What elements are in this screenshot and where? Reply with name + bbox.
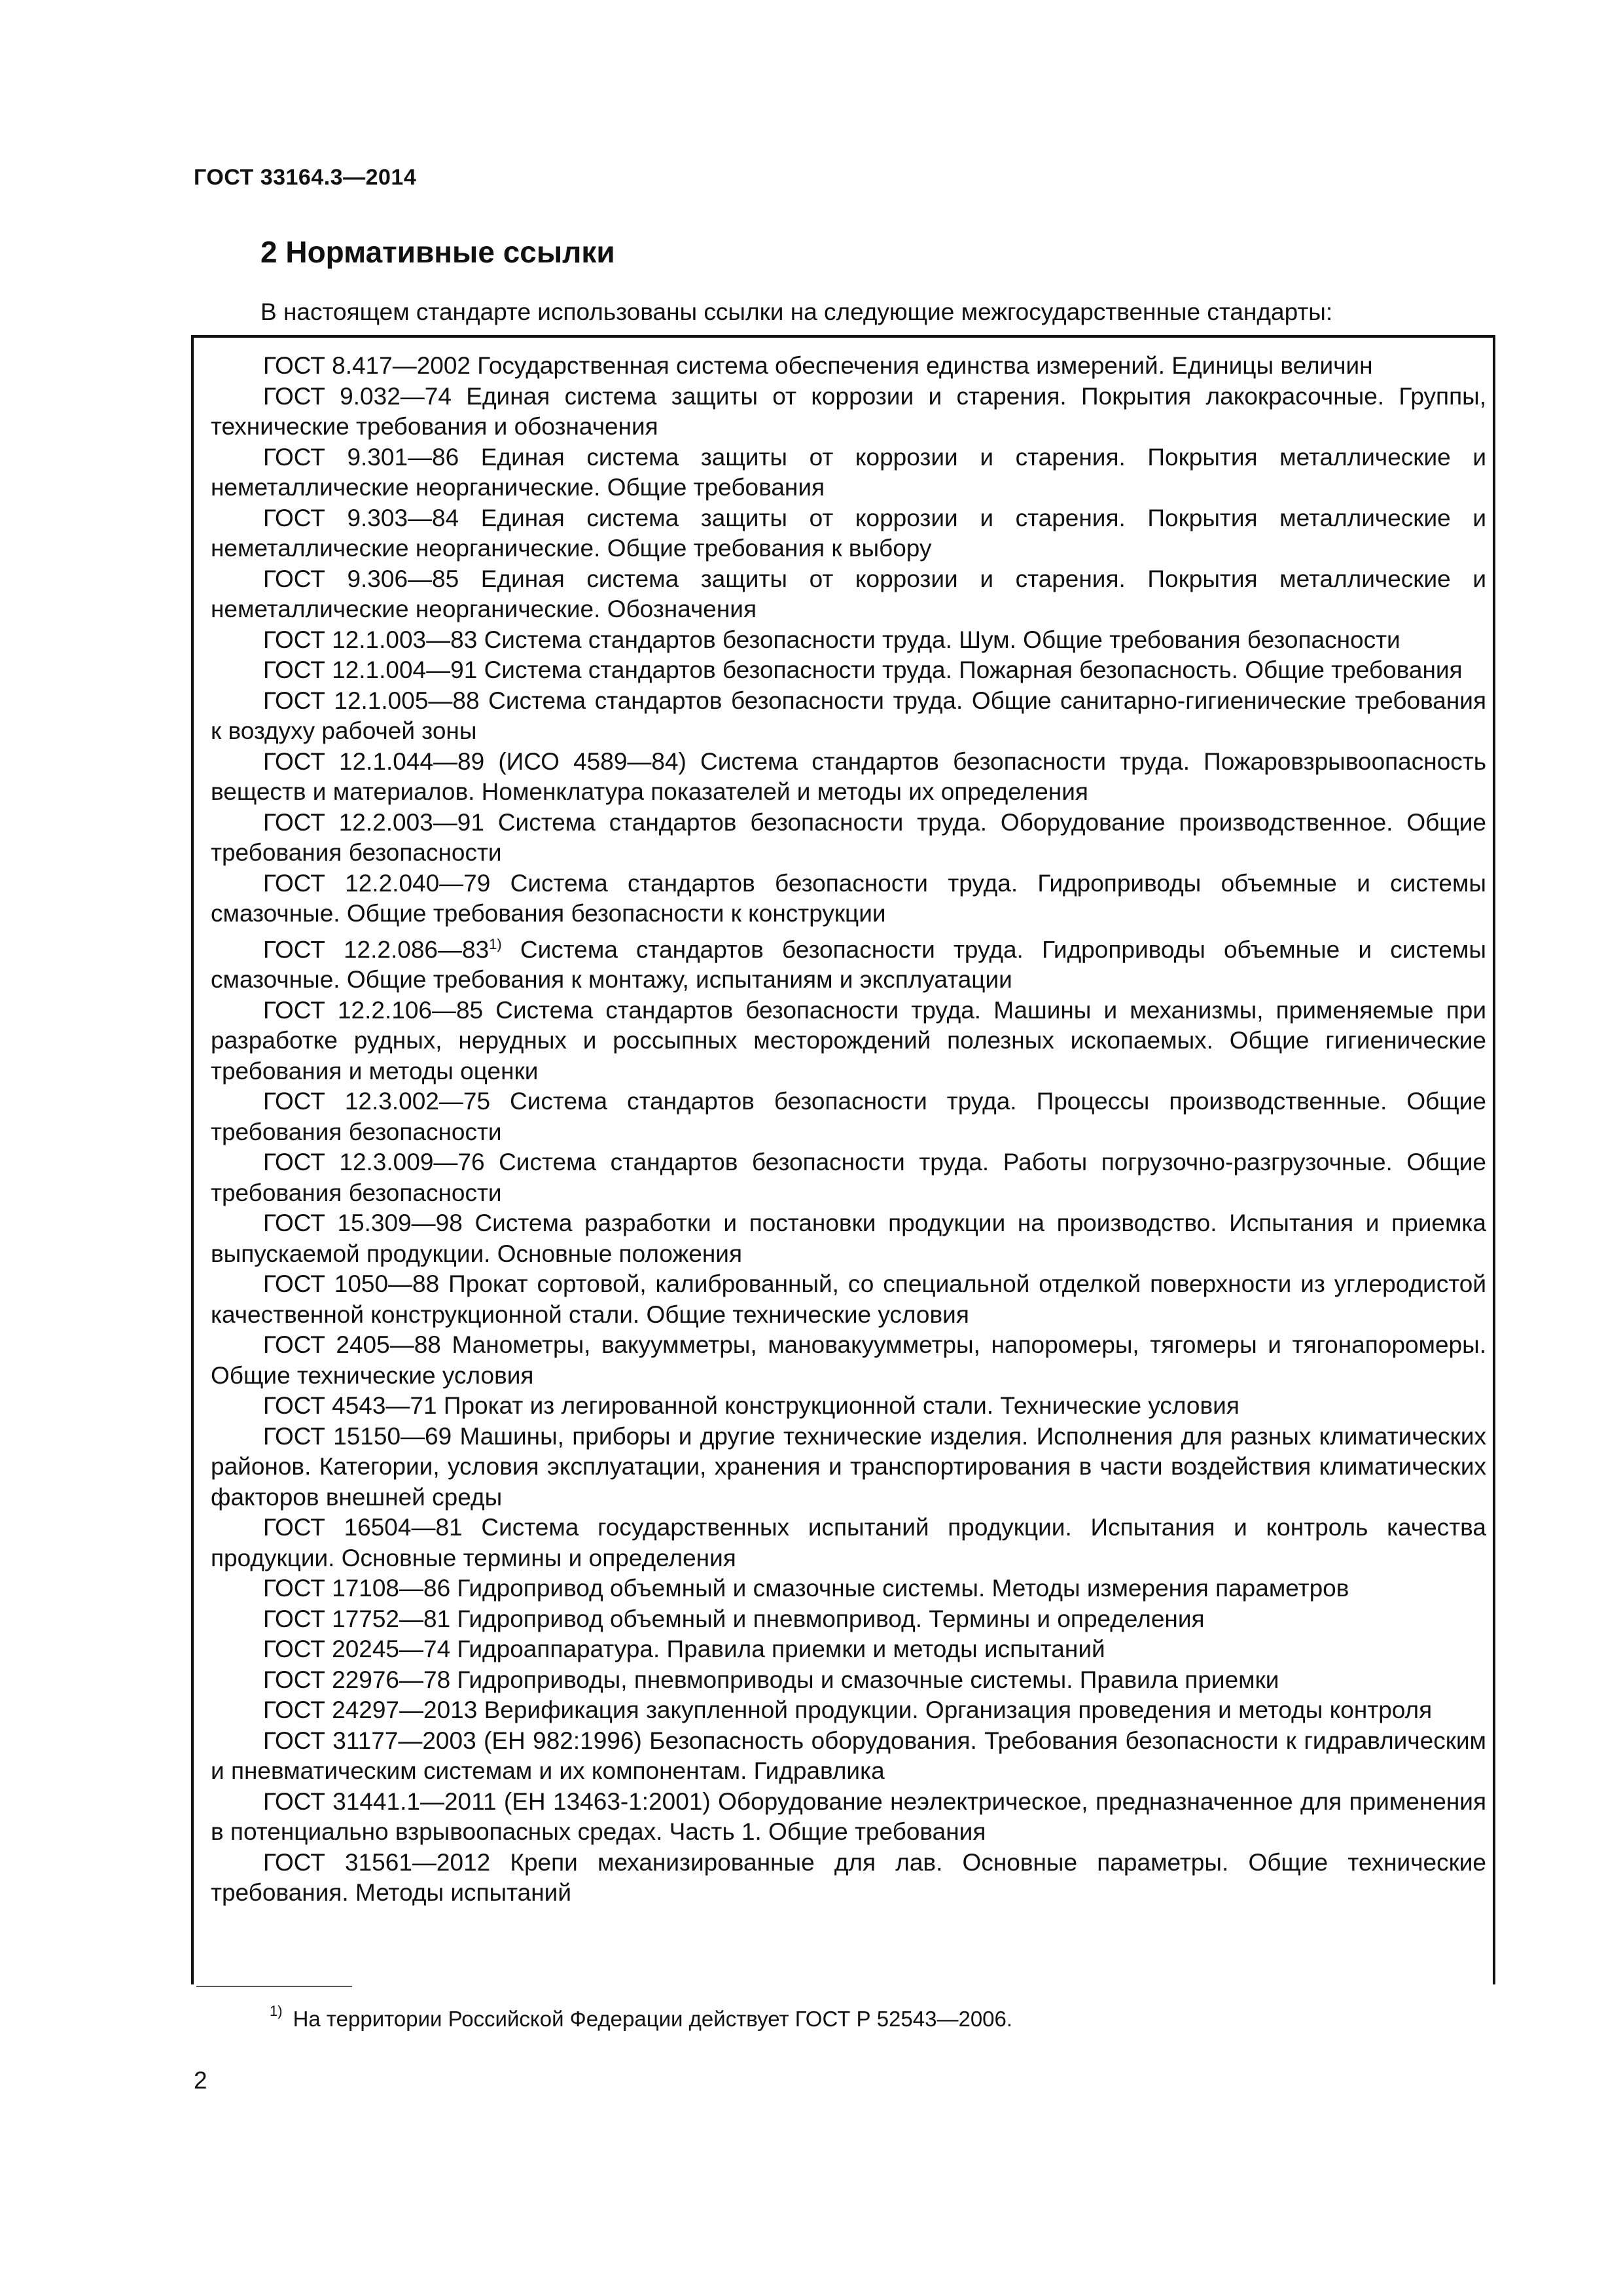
- reference-item: ГОСТ 9.303—84 Единая система защиты от коррозии и старения. Покрытия металлические и неметаллические неорганические. Общие требования к выбору: [211, 504, 1486, 562]
- reference-item: ГОСТ 15150—69 Машины, приборы и другие технические изделия. Исполнения для разных климатических районов. Категории, условия эксплуатации, хранения и транспортирования в части воздействия климатических факторов внешней среды: [211, 1422, 1486, 1511]
- reference-item: ГОСТ 20245—74 Гидроаппаратура. Правила приемки и методы испытаний: [263, 1636, 1105, 1663]
- reference-code: ГОСТ 12.2.086—83: [263, 935, 490, 963]
- reference-item: ГОСТ 12.2.040—79 Система стандартов безопасности труда. Гидроприводы объемные и системы смазочные. Общие требования безопасности к конструкции: [211, 869, 1486, 927]
- reference-item: ГОСТ 12.1.044—89 (ИСО 4589—84) Система стандартов безопасности труда. Пожаровзрывоопасность веществ и материалов. Номенклатура показателей и методы их определения: [211, 747, 1486, 805]
- reference-item: ГОСТ 8.417—2002 Государственная система обеспечения единства измерений. Единицы величин: [263, 352, 1373, 379]
- reference-item: ГОСТ 16504—81 Система государственных испытаний продукции. Испытания и контроль качества продукции. Основные термины и определения: [211, 1514, 1486, 1571]
- reference-item: ГОСТ 12.2.003—91 Система стандартов безопасности труда. Оборудование производственное. Общие требования безопасности: [211, 808, 1486, 866]
- reference-item: ГОСТ 17108—86 Гидропривод объемный и смазочные системы. Методы измерения параметров: [263, 1575, 1349, 1602]
- reference-item: ГОСТ 9.301—86 Единая система защиты от коррозии и старения. Покрытия металлические и неметаллические неорганические. Общие требования: [211, 443, 1486, 501]
- page-number: 2: [194, 2067, 207, 2094]
- reference-item: ГОСТ 9.306—85 Единая система защиты от коррозии и старения. Покрытия металлические и неметаллические неорганические. Обозначения: [211, 565, 1486, 622]
- reference-item: ГОСТ 15.309—98 Система разработки и постановки продукции на производство. Испытания и приемка выпускаемой продукции. Основные положения: [211, 1210, 1486, 1267]
- footnote: [270, 2005, 1012, 2032]
- reference-item: ГОСТ 17752—81 Гидропривод объемный и пневмопривод. Термины и определения: [263, 1605, 1205, 1632]
- reference-item: ГОСТ 12.3.009—76 Система стандартов безопасности труда. Работы погрузочно-разгрузочные. Общие требования безопасности: [211, 1149, 1486, 1206]
- intro-text: В настоящем стандарте использованы ссылки на следующие межгосударственные стандарты:: [260, 298, 1333, 325]
- reference-item: ГОСТ 4543—71 Прокат из легированной конструкционной стали. Технические условия: [263, 1392, 1240, 1420]
- document-header: ГОСТ 33164.3—2014: [194, 165, 417, 190]
- references-frame: [191, 335, 1495, 1984]
- reference-title: Система стандартов безопасности труда. Гидроприводы объемные и системы смазочные. Общие требования к монтажу, испытаниям и эксплуатации: [211, 935, 1487, 994]
- reference-item: ГОСТ 1050—88 Прокат сортовой, калиброванный, со специальной отделкой поверхности из углеродистой качественной конструкционной стали. Общие технические условия: [211, 1270, 1486, 1328]
- footnote-marker: 1): [270, 2003, 283, 2019]
- reference-item: ГОСТ 2405—88 Манометры, вакуумметры, мановакуумметры, напоромеры, тягомеры и тягонапоромеры. Общие технические условия: [211, 1331, 1486, 1389]
- reference-item: ГОСТ 31441.1—2011 (ЕН 13463-1:2001) Оборудование неэлектрическое, предназначенное для применения в потенциально взрывоопасных средах. Часть 1. Общие требования: [211, 1787, 1486, 1846]
- reference-item: ГОСТ 31177—2003 (ЕН 982:1996) Безопасность оборудования. Требования безопасности к гидравлическим и пневматическим системам и их компонентам. Гидравлика: [211, 1727, 1486, 1785]
- footnote-marker: 1): [489, 935, 502, 952]
- reference-item-with-footnote: [211, 929, 1486, 996]
- reference-item: ГОСТ 22976—78 Гидроприводы, пневмоприводы и смазочные системы. Правила приемки: [263, 1666, 1279, 1693]
- reference-item: ГОСТ 12.2.106—85 Система стандартов безопасности труда. Машины и механизмы, применяемые при разработке рудных, нерудных и россыпных месторождений полезных ископаемых. Общие гигиенические требования и методы оценки: [211, 996, 1486, 1085]
- reference-list: [211, 351, 1486, 1909]
- reference-item: ГОСТ 12.1.003—83 Система стандартов безопасности труда. Шум. Общие требования безопасности: [263, 626, 1400, 653]
- section-title: 2 Нормативные ссылки: [260, 235, 615, 269]
- reference-item: ГОСТ 31561—2012 Крепи механизированные для лав. Основные параметры. Общие технические требования. Методы испытаний: [211, 1848, 1486, 1907]
- footnote-text: На территории Российской Федерации действует ГОСТ Р 52543—2006.: [293, 2007, 1013, 2031]
- reference-item: ГОСТ 12.1.005—88 Система стандартов безопасности труда. Общие санитарно-гигиенические требования к воздуху рабочей зоны: [211, 687, 1486, 744]
- reference-item: ГОСТ 12.3.002—75 Система стандартов безопасности труда. Процессы производственные. Общие требования безопасности: [211, 1088, 1486, 1145]
- footnote-divider: [196, 1986, 352, 1987]
- reference-item: ГОСТ 12.1.004—91 Система стандартов безопасности труда. Пожарная безопасность. Общие требования: [263, 656, 1463, 683]
- reference-item: ГОСТ 9.032—74 Единая система защиты от коррозии и старения. Покрытия лакокрасочные. Группы, технические требования и обозначения: [211, 382, 1486, 440]
- reference-item: ГОСТ 24297—2013 Верификация закупленной продукции. Организация проведения и методы контроля: [263, 1696, 1433, 1724]
